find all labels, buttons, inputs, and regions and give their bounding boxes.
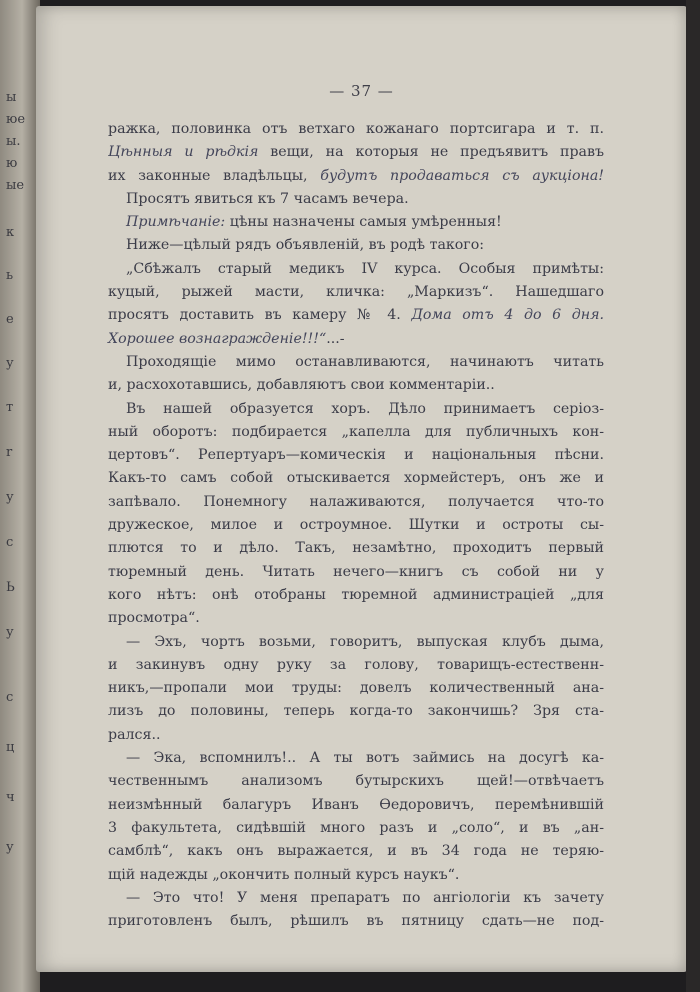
text-line: — Эхъ, чортъ возьми, говоритъ, выпуская клубъ дыма, [126, 633, 604, 650]
text-line: 3 факультета, сидѣвшій много разъ и „соло“, и въ „ан- [108, 819, 604, 836]
page-body-text [108, 118, 604, 933]
text-line [108, 211, 604, 234]
text-line: кого нѣтъ: онѣ отобраны тюремной администраціей „для [108, 586, 604, 603]
fragment: к [6, 225, 15, 240]
fragment: юе [6, 112, 26, 127]
italic-text: Дома отъ 4 до 6 дня. [411, 307, 605, 324]
text-line: лизъ до половины, теперь когда-то закончишь? Зря ста- [108, 703, 604, 720]
fragment: с [6, 535, 14, 550]
text-line: и закинувъ одну руку за голову, товарищъ-естественн- [108, 656, 604, 673]
text-line [108, 328, 604, 351]
fragment: у [6, 625, 14, 640]
background-edge [686, 0, 700, 992]
italic-text: будутъ продаваться съ аукціона! [320, 167, 604, 184]
text-line: приготовленъ былъ, рѣшилъ въ пятницу сдать—не под- [108, 913, 604, 930]
fragment: ые [6, 178, 25, 193]
book-page [36, 6, 687, 972]
fragment: у [6, 356, 14, 371]
text-line: плются то и дѣло. Такъ, незамѣтно, проходитъ первый [108, 540, 604, 557]
fragment: с [6, 690, 14, 705]
text-line: Просятъ явиться къ 7 часамъ вечера. [126, 190, 409, 207]
fragment: т [6, 400, 14, 415]
fragment: ы [6, 90, 17, 105]
text-line: дружеское, милое и остроумное. Шутки и остроты сы- [108, 517, 604, 534]
fragment: ч [6, 790, 15, 805]
fragment: r [6, 445, 13, 460]
italic-text: Хорошее вознагражденіе!!!“ [108, 330, 327, 347]
fragment: е [6, 312, 14, 327]
text-line [108, 141, 604, 164]
text-segment: вещи, на которыя не предъявитъ правъ [258, 144, 605, 161]
text-line: чественнымъ анализомъ бутырскихъ щей!—отвѣчаетъ [108, 773, 604, 790]
text-segment: цѣны назначены самыя умѣренныя! [225, 214, 502, 231]
page-number: — 37 — [329, 82, 394, 100]
text-line: никъ,—пропали мои труды: довелъ количественный ана- [108, 680, 604, 697]
fragment: Ь [6, 580, 15, 595]
text-line: неизмѣнный балагуръ Иванъ Ѳедоровичъ, перемѣнившій [108, 796, 604, 813]
text-line: самблѣ“, какъ онъ выражается, и въ 34 года не теряю- [108, 843, 604, 860]
text-line: ный оборотъ: подбирается „капелла для публичныхъ кон- [108, 423, 604, 440]
fragment: у [6, 490, 14, 505]
text-segment: ...- [326, 330, 345, 347]
text-line [108, 304, 604, 327]
fragment: у [6, 840, 14, 855]
text-line: Ниже—цѣлый рядъ объявленій, въ родѣ такого: [126, 237, 485, 254]
text-line: Въ нашей образуется хоръ. Дѣло принимаетъ серіоз- [126, 400, 604, 417]
text-line: запѣвало. Понемногу налаживаются, получается что-то [108, 493, 604, 510]
text-line: куцый, рыжей масти, кличка: „Маркизъ“. Нашедшаго [108, 284, 604, 301]
text-line: — Это что! У меня препаратъ по ангіологіи къ зачету [126, 889, 604, 906]
fragment: ю [6, 156, 18, 171]
text-line: — Эка, вспомнилъ!.. А ты вотъ займись на досугѣ ка- [126, 750, 604, 767]
italic-text: Примѣчаніе: [126, 214, 226, 231]
text-line: Проходящіе мимо останавливаются, начинаютъ читать [126, 353, 604, 370]
italic-text: Цѣнныя и рѣдкія [108, 144, 259, 161]
text-line: Какъ-то самъ собой отыскивается хормейстеръ, онъ же и [108, 470, 604, 487]
text-segment: их законные владѣльцы, [108, 167, 321, 184]
text-line: „Сбѣжалъ старый медикъ IV курса. Особыя примѣты: [126, 260, 604, 277]
fragment: ь [6, 268, 14, 283]
text-line: и, расхохотавшись, добавляютъ свои комментаріи.. [108, 377, 495, 394]
text-line: щій надежды „окончить полный курсъ наукъ“. [108, 866, 460, 883]
fragment: ы. [6, 134, 21, 149]
adjacent-page-edge [0, 0, 40, 992]
text-line: тюремный день. Читать нечего—книгъ съ собой ни у [108, 563, 604, 580]
fragment: ц [6, 740, 15, 755]
text-line: ражка, половинка отъ ветхаго кожанаго портсигара и т. п. [108, 121, 604, 137]
text-line: цертовъ“. Репертуаръ—комическія и національныя пѣсни. [108, 447, 604, 464]
text-line: просмотра“. [108, 610, 200, 627]
text-line [108, 165, 604, 188]
text-line: рался.. [108, 726, 161, 743]
text-segment: просятъ доставить въ камеру № 4. [108, 307, 412, 324]
